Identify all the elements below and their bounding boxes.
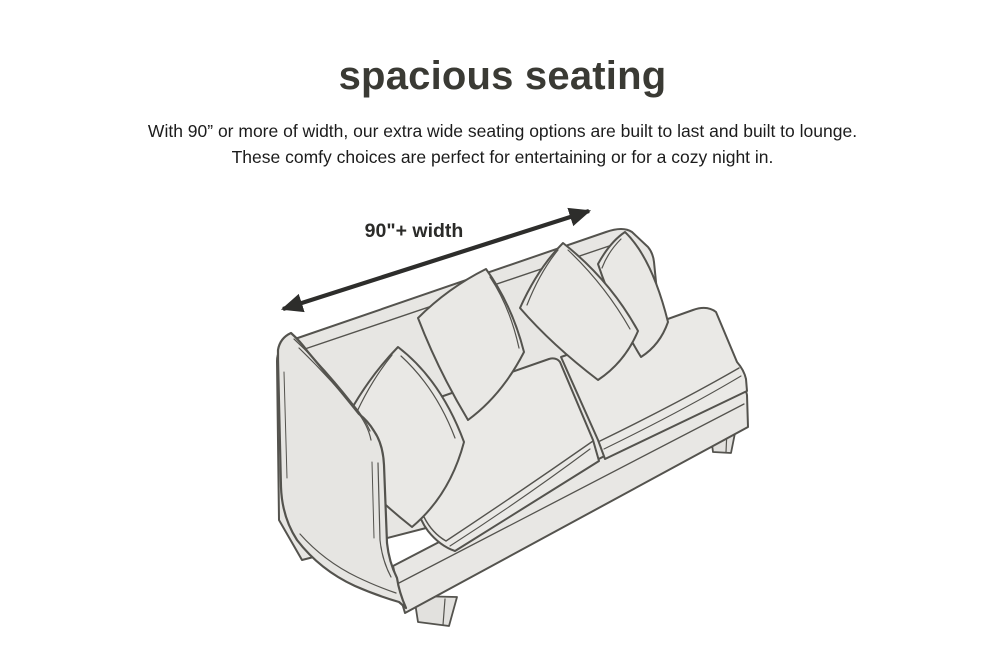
- body-copy-line-2: These comfy choices are perfect for entertaining or for a cozy night in.: [231, 147, 774, 167]
- width-dimension-label: 90"+ width: [364, 220, 464, 242]
- body-copy-line-1: With 90” or more of width, our extra wide seating options are built to last and built to lounge.: [147, 121, 858, 141]
- page-title: spacious seating: [338, 54, 667, 98]
